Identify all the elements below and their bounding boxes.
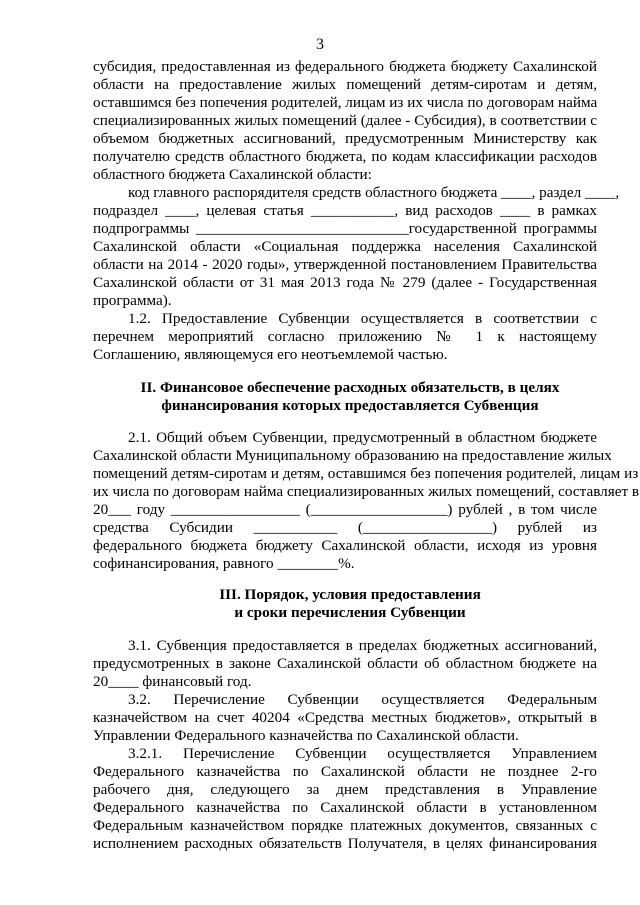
text-line: 20___ году _________________ (__________________) рублей , в том числе — [93, 501, 597, 518]
text-line: предусмотренных в законе Сахалинской области об областном бюджете на — [93, 655, 597, 672]
text-line: 20____ финансовый год. — [93, 673, 252, 690]
text-line: подраздел ____, целевая статья ___________, вид расходов ____ в рамках — [93, 202, 597, 219]
section-heading: и сроки перечисления Субвенции — [234, 604, 466, 621]
text-line: Федеральным казначейством порядке платежных документов, связанных с — [93, 817, 597, 834]
text-line: Управлении Федерального казначейства по Сахалинской области. — [93, 727, 519, 744]
text-line: исполнением расходных обязательств Получателя, в целях финансирования — [93, 835, 597, 852]
text-line: Федерального казначейства по Сахалинской области не позднее 2-го — [93, 763, 597, 780]
text-line: 3.2.1. Перечисление Субвенции осуществляется Управлением — [128, 745, 597, 762]
text-line: Сахалинской области от 31 мая 2013 года № 279 (далее - Государственная — [93, 274, 597, 291]
text-line: их числа по договорам найма специализированных жилых помещений, составляет в — [93, 483, 640, 500]
text-line: помещений детям-сиротам и детям, оставшимся без попечения родителей, лицам из — [93, 465, 639, 482]
text-line: федерального бюджета бюджету Сахалинской области, исходя из уровня — [93, 537, 597, 554]
page-number: 3 — [316, 36, 324, 53]
text-line: перечнем мероприятий согласно приложению № 1 к настоящему — [93, 328, 597, 345]
text-line: средства Субсидии ___________ (_________________) рублей из — [93, 519, 597, 536]
text-line: Федерального казначейства по Сахалинской области в установленном — [93, 799, 597, 816]
text-line: объемом бюджетных ассигнований, предусмотренным Министерству как — [93, 130, 597, 147]
text-line: 3.2. Перечисление Субвенции осуществляется Федеральным — [128, 691, 597, 708]
text-line: программа). — [93, 292, 172, 309]
text-line: области на предоставление жилых помещений детям-сиротам и детям, — [93, 76, 597, 93]
text-line: Сахалинской области «Социальная поддержка населения Сахалинской — [93, 238, 597, 255]
text-line: 2.1. Общий объем Субвенции, предусмотренный в областном бюджете — [128, 429, 597, 446]
text-line: областного бюджета Сахалинской области: — [93, 166, 372, 183]
text-line: подпрограммы ____________________________государственной программы — [93, 220, 597, 237]
section-heading: финансирования которых предоставляется Субвенция — [161, 397, 539, 414]
text-line: специализированных жилых помещений (далее - Субсидия), в соответствии с — [93, 112, 597, 129]
text-line: казначейством на счет 40204 «Средства местных бюджетов», открытый в — [93, 709, 597, 726]
text-line: оставшимся без попечения родителей, лицам из их числа по договорам найма — [93, 94, 598, 111]
section-heading: II. Финансовое обеспечение расходных обязательств, в целях — [140, 379, 560, 396]
text-line: области на 2014 - 2020 годы», утвержденной постановлением Правительства — [93, 256, 597, 273]
text-line: софинансирования, равного ________%. — [93, 555, 355, 572]
text-line: 1.2. Предоставление Субвенции осуществляется в соответствии с — [128, 310, 597, 327]
section-heading: III. Порядок, условия предоставления — [219, 586, 481, 603]
text-line: 3.1. Субвенция предоставляется в пределах бюджетных ассигнований, — [128, 637, 597, 654]
text-line: Сахалинской области Муниципальному образованию на предоставление жилых — [93, 447, 612, 464]
text-line: субсидия, предоставленная из федерального бюджета бюджету Сахалинской — [93, 58, 597, 75]
text-line: Соглашению, являющемуся его неотъемлемой частью. — [93, 346, 448, 363]
text-line: получателю средств областного бюджета, по кодам классификации расходов — [93, 148, 597, 165]
text-line: код главного распорядителя средств областного бюджета ____, раздел ____, — [128, 184, 620, 201]
text-line: рабочего дня, следующего за днем представления в Управление — [93, 781, 597, 798]
